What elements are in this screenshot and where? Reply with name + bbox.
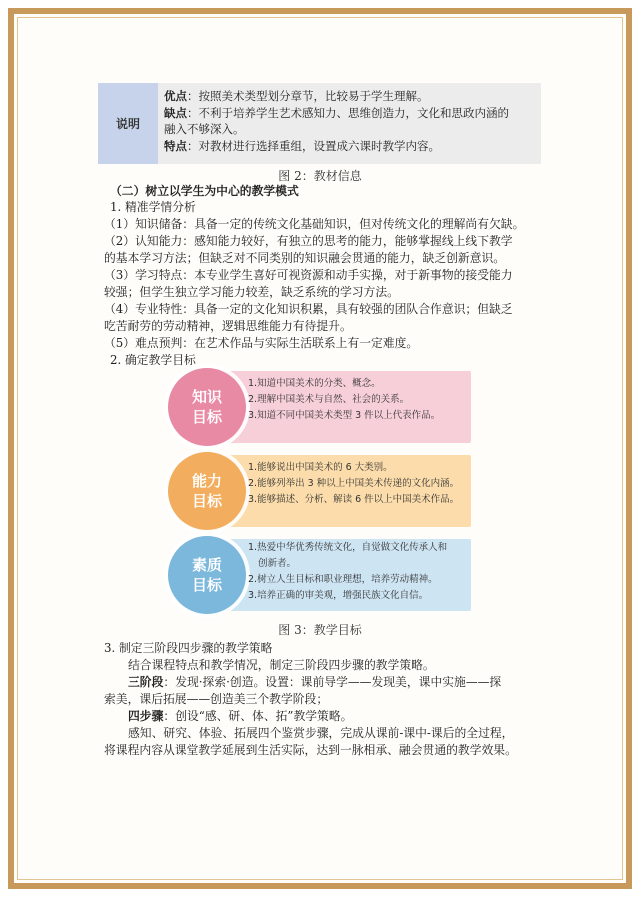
section-heading: （二）树立以学生为中心的教学模式 [110,184,299,198]
analysis-title: 1. 精准学情分析 [110,200,196,214]
goal-circle [168,452,246,530]
note-text: ：对教材进行选择重组，设置成六课时教学内容。 [187,138,440,153]
note-row [164,88,535,105]
goal-circle [168,536,246,614]
strategy-title: 3. 制定三阶段四步骤的教学策略 [104,641,273,655]
goal-label: 知识 [191,388,222,406]
analysis-line: （2）认知能力：感知能力较好，有独立的思考的能力，能够掌握线上线下教学 [104,234,513,248]
analysis-line: 吃苦耐劳的劳动精神，逻辑思维能力有待提升。 [104,319,352,333]
note-text: 融入不够深入。 [164,122,245,136]
goal-item: 1.知道中国美术的分类、概念。 [248,378,381,389]
quality-goal [168,536,471,614]
stage-key: 三阶段 [128,675,164,689]
note-label: 说明 [98,83,158,164]
figure-2-caption: 图 2：教材信息 [278,169,362,183]
goal-item: 3.知道不同中国美术类型 3 件以上代表作品。 [248,410,441,421]
goal-item: 2.理解中国美术与自然、社会的关系。 [248,394,410,405]
strategy-step [128,708,352,724]
note-key: 缺点 [164,105,187,120]
step-key: 四步骤 [128,709,164,723]
goal-item: 创新者。 [258,558,297,569]
goal-label: 目标 [191,576,222,594]
goal-circle [168,368,246,446]
analysis-line: 的基本学习方法；但缺乏对不同类别的知识融会贯通的能力，缺乏创新意识。 [104,251,506,265]
note-row [164,121,535,138]
strategy-stage-cont: 索美，课后拓展——创造美三个教学阶段； [104,692,329,706]
note-text: ：按照美术类型划分章节，比较易于学生理解。 [187,89,429,103]
strategy-intro: 结合课程特点和教学情况，制定三阶段四步骤的教学策略。 [128,658,435,672]
goal-items [248,540,468,604]
analysis-line: 较强；但学生独立学习能力较差，缺乏系统的学习方法。 [104,285,399,299]
figure-3-caption: 图 3：教学目标 [278,623,362,637]
stage-text: ：发现·探索·创造。设置：课前导学——发现美，课中实施——探 [163,675,502,689]
note-text: ：不利于培养学生艺术感知力、思维创造力，文化和思政内涵的 [187,105,509,120]
analysis-line: （1）知识储备：具备一定的传统文化基础知识，但对传统文化的理解尚有欠缺。 [104,217,525,231]
goal-label: 能力 [191,472,222,490]
analysis-line: （4）专业特性：具备一定的文化知识积累，具有较强的团队合作意识；但缺乏 [104,302,513,316]
goal-item: 2.能够列举出 3 种以上中国美术传递的文化内涵。 [248,478,460,489]
knowledge-goal [168,368,471,446]
goal-label: 目标 [191,492,222,510]
step-text: ：创设“感、研、体、拓”教学策略。 [163,709,353,723]
analysis-line: （3）学习特点：本专业学生喜好可视资源和动手实操，对于新事物的接受能力 [104,268,513,282]
goal-item: 3.培养正确的审美观，增强民族文化自信。 [248,590,429,601]
note-body [158,83,541,164]
goal-label: 素质 [191,556,222,574]
ability-goal [168,452,471,530]
goal-label: 目标 [191,408,222,426]
goal-items [248,376,468,424]
note-row [164,138,535,155]
strategy-stage [128,674,501,690]
note-key: 特点 [164,138,187,153]
strategy-para: 感知、研究、体验、拓展四个鉴赏步骤，完成从课前-课中-课后的全过程， [128,726,514,740]
analysis-line: （5）难点预判：在艺术作品与实际生活联系上有一定难度。 [104,336,419,350]
goals-title: 2. 确定教学目标 [110,353,196,367]
goal-item: 2.树立人生目标和职业理想，培养劳动精神。 [248,574,438,585]
note-row [164,105,535,122]
goal-items [248,460,468,508]
goal-item: 1.热爱中华优秀传统文化，自觉做文化传承人和 [248,542,448,553]
goal-item: 3.能够描述、分析、解读 6 件以上中国美术作品。 [248,494,460,505]
strategy-para: 将课程内容从课堂教学延展到生活实际，达到一脉相承、融会贯通的教学效果。 [104,743,517,757]
note-key: 优点 [164,89,187,103]
textbook-note-table [98,83,541,164]
goal-item: 1.能够说出中国美术的 6 大类别。 [248,462,393,473]
